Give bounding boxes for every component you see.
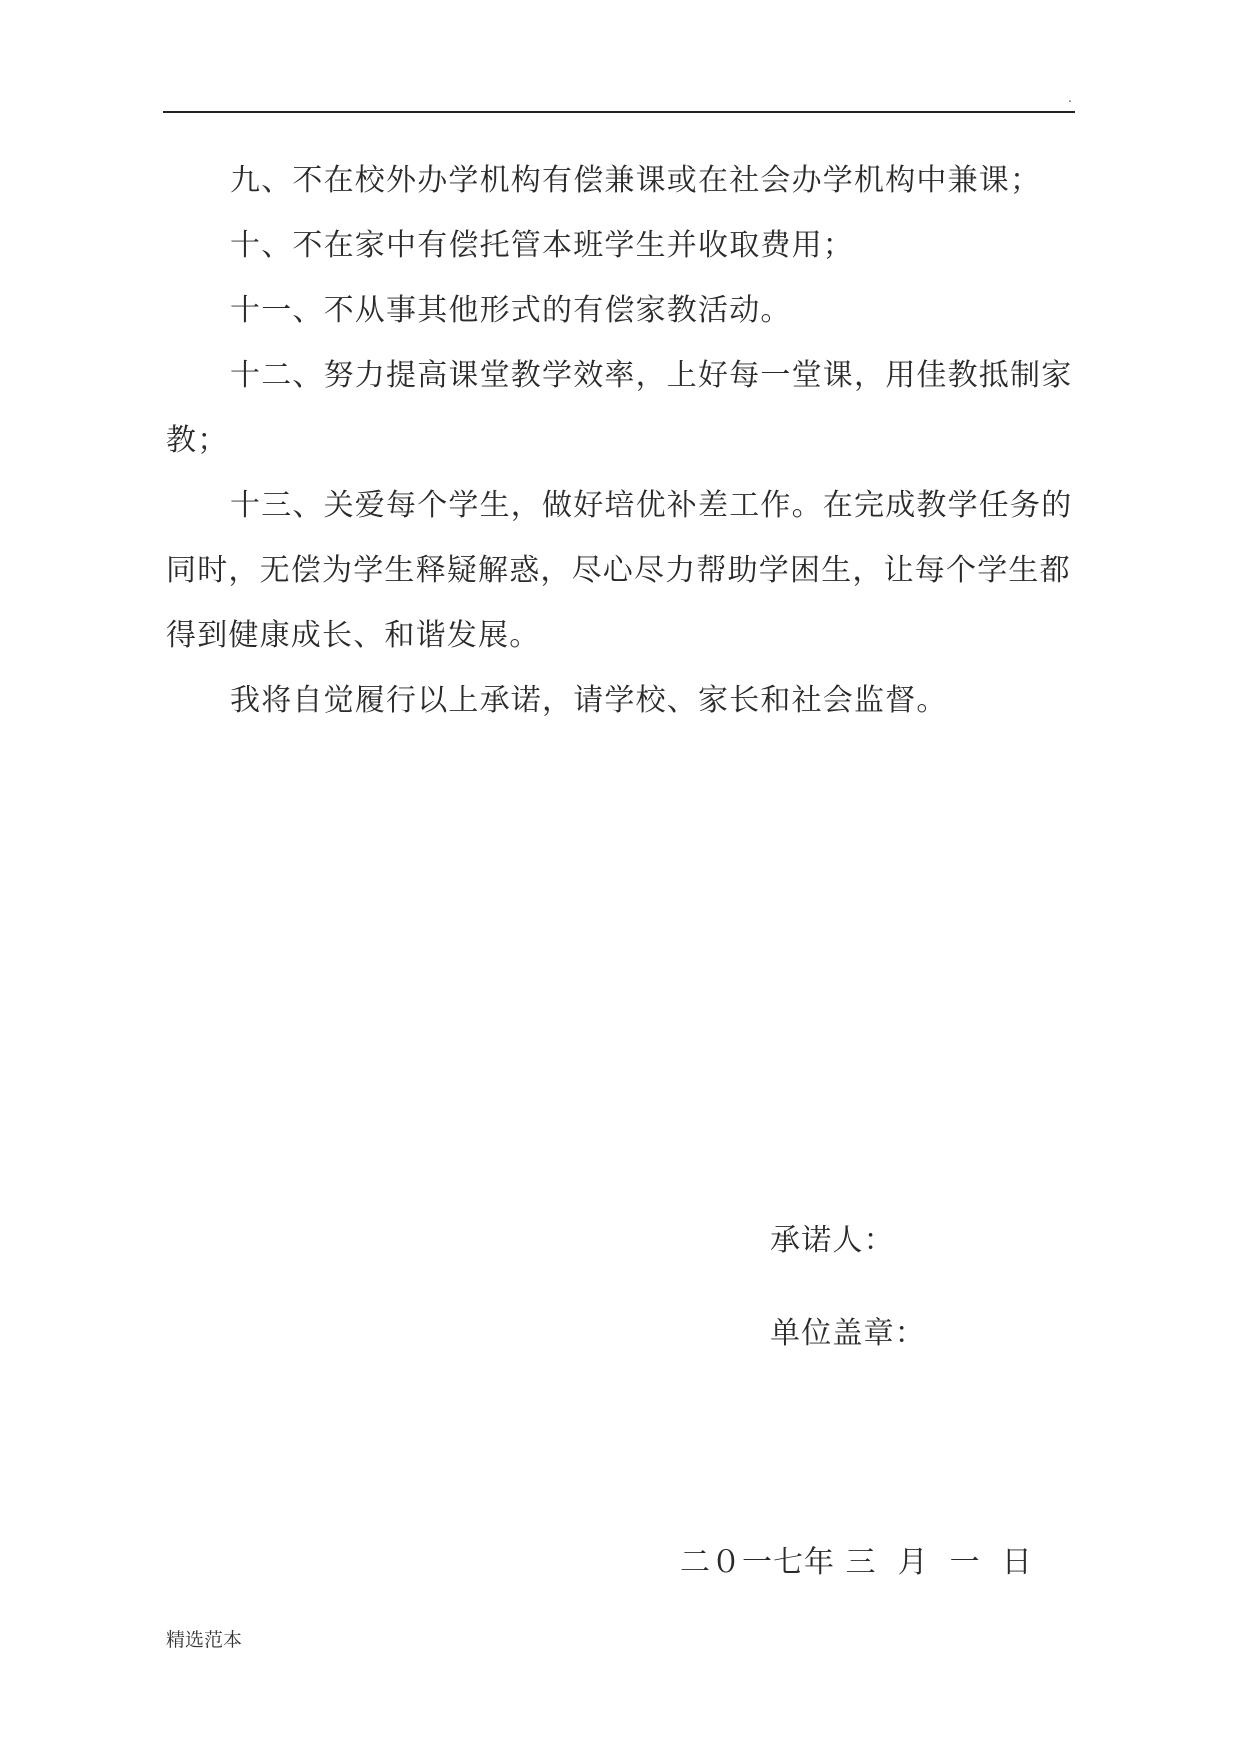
document-body	[166, 148, 1076, 733]
unit-seal-label: 单位盖章：	[770, 1316, 926, 1351]
paragraph-item-12: 十二、努力提高课堂教学效率，上好每一堂课，用佳教抵制家教；	[166, 358, 1073, 458]
promisor-label: 承诺人：	[770, 1223, 895, 1258]
paragraph-item-13: 十三、关爱每个学生，做好培优补差工作。在完成教学任务的同时，无偿为学生释疑解惑，尽心尽力帮助学困生，让每个学生都得到健康成长、和谐发展。	[166, 488, 1073, 653]
closing-statement: 我将自觉履行以上承诺，请学校、家长和社会监督。	[230, 683, 948, 718]
signing-date: 二０一七年 三 月 一 日	[680, 1545, 1033, 1580]
header-mark: .	[1068, 91, 1072, 105]
header-rule	[163, 111, 1075, 113]
paragraph-item-10: 十、不在家中有偿托管本班学生并收取费用；	[230, 228, 854, 263]
paragraph-item-9: 九、不在校外办学机构有偿兼课或在社会办学机构中兼课；	[230, 163, 1042, 198]
paragraph-item-11: 十一、不从事其他形式的有偿家教活动。	[230, 293, 792, 328]
footer-label: 精选范本	[166, 1629, 243, 1651]
